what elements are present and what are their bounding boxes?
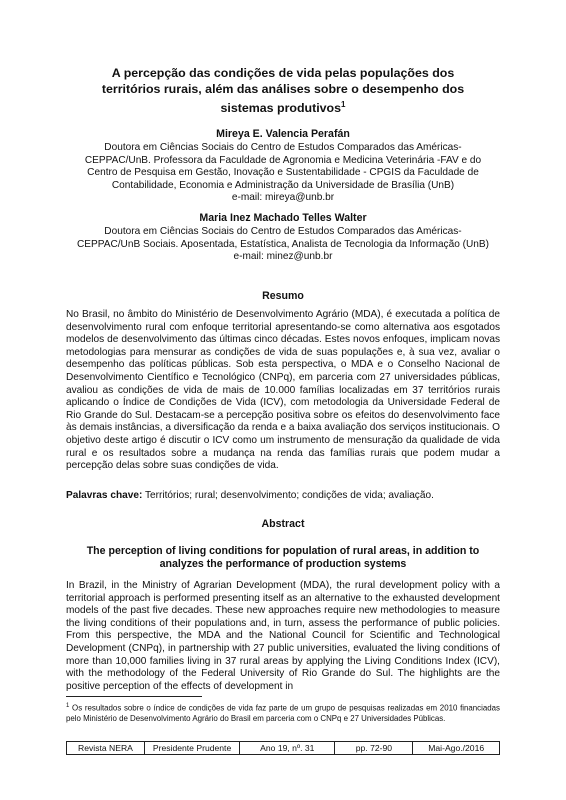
abstract-heading: Abstract [261, 518, 305, 530]
affiliation-line: CEPPAC/UnB. Professora da Faculdade de Agronomia e Medicina Veterinária -FAV e do [84, 154, 482, 166]
paper-title [90, 66, 476, 117]
resumo-heading: Resumo [262, 290, 304, 302]
journal-pages: pp. 72-90 [335, 742, 413, 755]
journal-name: Revista NERA [67, 742, 145, 755]
keywords-label: Palavras chave: [66, 490, 143, 501]
journal-info-row [67, 742, 500, 755]
title-line [90, 97, 476, 117]
author-affiliation [66, 226, 500, 264]
footnote-divider [66, 696, 202, 697]
resumo-text: No Brasil, no âmbito do Ministério de Desenvolvimento Agrário (MDA), é executada a política de desenvolvimento rural com enfoque territorial apresentando-se como alternativa aos esgotados modelos de desenvolvimento das últimas cinco décadas. Estes novos enfoques, implicam novas metodologias para mensurar as condições de vida de suas populações e, à sua vez, avaliar o desempenho das políticas públicas. Sob esta perspectiva, o MDA e o Conselho Nacional de Desenvolvimento Científico e Tecnológico (CNPq), em parceria com 27 universidades públicas, avaliou as condições de vida de mais de 10.000 famílias localizadas em 37 territórios rurais aplicando o Índice de Condições de Vida (ICV), com metodologia da Universidade Federal de Rio Grande do Sul. Destacam-se a percepção positiva sobre os efeitos do desenvolvimento face às demais instâncias, a diversificação da renda e a baixa avaliação dos serviços institucionais. O objetivo deste artigo é discutir o ICV como um instrumento de mensuração da qualidade de vida rural e os resultados sobre a mudança na renda das famílias rurais que podem mudar a percepção delas sobre suas condições de vida. [66, 309, 500, 472]
affiliation-line: Centro de Pesquisa em Gestão, Inovação e Sustentabilidade - CPGIS da Faculdade de [87, 167, 479, 179]
author-name: Maria Inez Machado Telles Walter [199, 212, 367, 224]
title-footnote-marker: 1 [341, 100, 346, 110]
keywords-text: Territórios; rural; desenvolvimento; condições de vida; avaliação. [142, 490, 434, 501]
title-line: territórios rurais, além das análises sobre o desempenho dos [101, 81, 465, 96]
footnote-text: Os resultados sobre o índice de condições de vida faz parte de um grupo de pesquisas realizadas em 2010 financiadas pelo Ministério de Desenvolvimento Agrário do Brasil em parceria com o CNPq e 27 Universidades Públicas. [66, 703, 500, 724]
affiliation-line: Doutora em Ciências Sociais do Centro de Estudos Comparados das Américas- [104, 226, 462, 237]
journal-info-table [66, 741, 500, 755]
keywords [66, 490, 500, 503]
author-name: Mireya E. Valencia Perafán [216, 128, 350, 140]
affiliation-line: Contabilidade, Economia e Administração da Universidade de Brasília (UnB) [111, 179, 455, 191]
title-line-text: sistemas produtivos [220, 101, 342, 116]
footnote-marker: 1 [66, 703, 70, 709]
author-affiliation [66, 142, 500, 205]
journal-city: Presidente Prudente [144, 742, 239, 755]
english-title: The perception of living conditions for population of rural areas, in addition to analyzes the performance of production systems [86, 545, 480, 570]
author-email: e-mail: minez@unb.br [233, 251, 333, 263]
abstract-text: In Brazil, in the Ministry of Agrarian Development (MDA), the rural development policy with a territorial approach is performed presenting itself as an alternative to the exhausted development models of the past five decades. These new approaches require new methodologies to measure the living conditions of their populations and, in turn, assess the performance of public policies. From this perspective, the MDA and the National Council for Scientific and Technological Development (CNPq), in partnership with 27 public universities, evaluated the living conditions of more than 10,000 families living in 37 rural areas by applying the Living Conditions Index (ICV), with the methodology of the Federal University of Rio Grande do Sul. The highlights are the positive perception of the effects of development in [66, 580, 500, 692]
author-email: e-mail: mireya@unb.br [231, 192, 335, 204]
journal-date: Mai-Ago./2016 [413, 742, 500, 755]
affiliation-line: CEPPAC/UnB Sociais. Aposentada, Estatística, Analista de Tecnologia da Informação (UnB) [76, 238, 489, 250]
affiliation-line: Doutora em Ciências Sociais do Centro de Estudos Comparados das Américas- [104, 142, 462, 153]
journal-volume: Ano 19, nº. 31 [240, 742, 335, 755]
footnote [66, 701, 500, 724]
title-line: A percepção das condições de vida pelas populações dos [111, 66, 455, 80]
